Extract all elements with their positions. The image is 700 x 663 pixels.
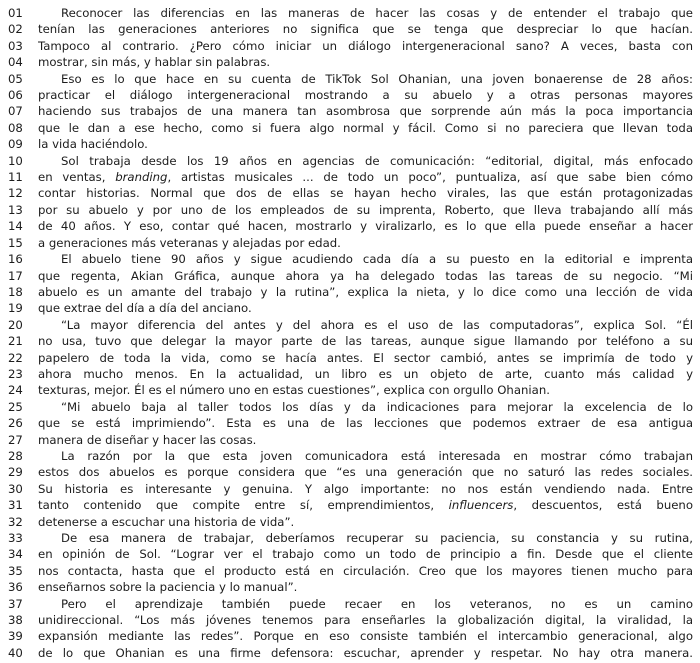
- line-text: [38, 87, 693, 103]
- line-text: [38, 481, 693, 497]
- text-line: [8, 432, 693, 448]
- text-line: [8, 218, 693, 234]
- text-segment: tanto contenido que compite entre sí, emprendimientos,: [38, 498, 449, 513]
- text-segment: la vida haciéndolo.: [38, 137, 148, 152]
- text-line: [8, 169, 693, 185]
- text-line: [8, 54, 693, 70]
- line-text: [38, 268, 693, 284]
- text-segment: “La mayor diferencia del antes y del ahora es el uso de las computadoras”, explica Sol. “Él: [61, 317, 693, 332]
- line-text: [38, 399, 693, 415]
- line-text: [38, 21, 693, 37]
- text-line: [8, 202, 693, 218]
- text-segment: unidireccional. “Los más jóvenes tenemos para enseñarles la globalización digital, la viralidad, la: [38, 613, 693, 628]
- line-text: [38, 54, 693, 70]
- text-line: [8, 136, 693, 152]
- text-segment: de 40 años. Y eso, contar qué hacen, mostrarlo y viralizarlo, es lo que ella puede enseñar a hacer: [38, 219, 693, 234]
- line-number: 07: [8, 104, 23, 119]
- line-number: 19: [8, 301, 23, 316]
- line-number: 22: [8, 350, 23, 365]
- text-line: [8, 612, 693, 628]
- text-line: [8, 514, 693, 530]
- text-line: [8, 21, 693, 37]
- text-segment: nos contacta, hasta que el producto está en circulación. Creo que los mayores tienen mucho para: [38, 563, 693, 578]
- line-number: 17: [8, 268, 23, 283]
- line-number: 18: [8, 284, 23, 299]
- line-number: 11: [8, 170, 23, 185]
- text-segment: no usa, tuvo que delegar la mayor parte de las tareas, aunque sigue llamando por teléfono a su: [38, 334, 693, 349]
- text-segment: por su abuelo y por uno de los empleados de su imprenta, Roberto, que lleva trabajando allí más: [38, 202, 693, 217]
- text-segment: La razón por la que esta joven comunicadora está interesada en mostrar cómo trabajan: [61, 448, 693, 463]
- text-line: [8, 366, 693, 382]
- text-line: [8, 448, 693, 464]
- line-number: 28: [8, 448, 23, 463]
- line-text: [38, 350, 693, 366]
- text-line: [8, 563, 693, 579]
- text-line: [8, 87, 693, 103]
- line-text: [38, 38, 693, 54]
- text-segment: ahora mucho menos. En la actualidad, un libro es un objeto de arte, cuanto más calidad y: [38, 366, 693, 381]
- line-number: 25: [8, 399, 23, 414]
- line-text: [38, 415, 693, 431]
- text-segment: mostrar, sin más, y hablar sin palabras.: [38, 55, 271, 70]
- line-number: 02: [8, 22, 23, 37]
- line-text: [38, 382, 693, 398]
- line-text: [38, 251, 693, 267]
- text-line: [8, 415, 693, 431]
- text-segment: abuelo es un amante del trabajo y la rutina”, explica la nieta, y lo dice como una lección de vida: [38, 284, 693, 299]
- line-text: [38, 235, 693, 251]
- text-segment: , artistas musicales ... de todo un poco”, puntualiza, así que sabe bien cómo: [167, 170, 693, 185]
- line-number: 09: [8, 137, 23, 152]
- text-segment: Pero el aprendizaje también puede recaer en los veteranos, no es un camino: [61, 596, 693, 611]
- text-line: [8, 628, 693, 644]
- line-number: 01: [8, 6, 23, 20]
- text-segment: Sol trabaja desde los 19 años en agencias de comunicación: “editorial, digital, más enfocado: [61, 153, 693, 168]
- line-text: [38, 218, 693, 234]
- line-text: [38, 120, 693, 136]
- text-segment: expansión mediante las redes”. Porque en eso consiste también el intercambio generacional, algo: [38, 629, 693, 644]
- text-segment: De esa manera de trabajar, deberíamos recuperar su paciencia, su constancia y su rutina,: [61, 531, 693, 545]
- text-segment: “Mi abuelo baja al taller todos los días y da indicaciones para mejorar la excelencia de lo: [61, 399, 693, 414]
- line-text: [38, 464, 693, 480]
- text-segment: Tampoco al contrario. ¿Pero cómo iniciar un diálogo intergeneracional sano? A veces, basta con: [38, 38, 693, 53]
- text-line: [8, 350, 693, 366]
- text-line: [8, 103, 693, 119]
- text-segment: manera de diseñar y hacer las cosas.: [38, 432, 257, 447]
- line-number: 39: [8, 629, 23, 644]
- line-number: 26: [8, 416, 23, 431]
- line-number: 34: [8, 547, 23, 562]
- line-number: 14: [8, 219, 23, 234]
- line-number: 37: [8, 596, 23, 611]
- line-number: 13: [8, 202, 23, 217]
- line-number: 21: [8, 334, 23, 349]
- line-text: [38, 284, 693, 300]
- text-segment: detenerse a escuchar una historia de vida”.: [38, 514, 295, 529]
- text-line: [8, 120, 693, 136]
- text-segment: contar historias. Normal que dos de ellas se hayan hecho virales, las que están protagonizadas: [38, 186, 693, 201]
- line-number: 24: [8, 383, 23, 398]
- text-line: [8, 268, 693, 284]
- line-number: 20: [8, 317, 23, 332]
- line-text: [38, 546, 693, 562]
- text-segment: de lo que Ohanian es una firme defensora: escuchar, aprender y respetar. No hay otra manera.: [38, 645, 693, 660]
- text-line: [8, 645, 693, 661]
- text-line: [8, 464, 693, 480]
- line-text: [38, 136, 693, 152]
- text-line: [8, 497, 693, 513]
- line-text: [38, 432, 693, 448]
- text-segment: que le dan a ese hecho, como si fuera algo normal y fácil. Como si no pareciera que llevan toda: [38, 120, 693, 135]
- text-line: [8, 382, 693, 398]
- line-number: 29: [8, 465, 23, 480]
- line-text: [38, 71, 693, 87]
- text-line: [8, 38, 693, 54]
- line-text: [38, 333, 693, 349]
- line-number: 03: [8, 38, 23, 53]
- line-text: [38, 153, 693, 169]
- line-number: 06: [8, 88, 23, 103]
- line-number: 23: [8, 366, 23, 381]
- line-number: 10: [8, 153, 23, 168]
- text-line: [8, 5, 693, 21]
- italic-text-segment: influencers: [448, 498, 514, 513]
- text-segment: en ventas,: [38, 170, 116, 185]
- text-line: [8, 251, 693, 267]
- italic-text-segment: branding: [115, 170, 168, 185]
- text-segment: a generaciones más veteranas y alejadas por edad.: [38, 235, 341, 250]
- text-line: [8, 235, 693, 251]
- line-number: 27: [8, 432, 23, 447]
- line-text: [38, 103, 693, 119]
- text-segment: El abuelo tiene 90 años y sigue acudiendo cada día a su puesto en la editorial e imprenta: [61, 252, 693, 267]
- line-text: [38, 530, 693, 546]
- line-number: 32: [8, 514, 23, 529]
- line-text: [38, 579, 693, 595]
- line-text: [38, 5, 693, 21]
- text-line: [8, 300, 693, 316]
- text-segment: texturas, mejor. Él es el número uno en estas cuestiones”, explica con orgullo Ohanian.: [38, 383, 550, 398]
- text-segment: en opinión de Sol. “Lograr ver el trabajo como un todo de principio a fin. Desde que el cliente: [38, 547, 693, 562]
- line-number: 08: [8, 120, 23, 135]
- line-number: 33: [8, 531, 23, 545]
- text-line: [8, 579, 693, 595]
- line-number: 15: [8, 235, 23, 250]
- text-segment: practicar el diálogo intergeneracional mostrando a su abuelo y a otras personas mayores: [38, 88, 693, 103]
- text-line: [8, 546, 693, 562]
- line-text: [38, 300, 693, 316]
- text-line: [8, 284, 693, 300]
- text-line: [8, 399, 693, 415]
- line-text: [38, 185, 693, 201]
- line-text: [38, 317, 693, 333]
- text-line: [8, 153, 693, 169]
- text-segment: que se está imprimiendo”. Esta es una de las lecciones que podemos extraer de esa antigua: [38, 416, 693, 431]
- line-text: [38, 612, 693, 628]
- line-text: [38, 202, 693, 218]
- line-text: [38, 448, 693, 464]
- text-line: [8, 481, 693, 497]
- line-text: [38, 596, 693, 612]
- line-number: 12: [8, 186, 23, 201]
- line-text: [38, 645, 693, 661]
- text-line: [8, 333, 693, 349]
- text-segment: tenían las generaciones anteriores no significa que se tenga que despreciar lo que hacían.: [38, 22, 693, 37]
- text-segment: Reconocer las diferencias en las maneras de hacer las cosas y de entender el trabajo que: [61, 6, 693, 20]
- text-segment: haciendo sus trabajos de una manera tan asombrosa que sorprende aún más la poca importancia: [38, 104, 693, 119]
- text-line: [8, 71, 693, 87]
- text-segment: , descuentos, está bueno: [513, 498, 693, 513]
- line-text: [38, 514, 693, 530]
- line-text: [38, 366, 693, 382]
- line-number: 38: [8, 613, 23, 628]
- text-segment: estos dos abuelos es porque considera que “es una generación que no saturó las redes sociales.: [38, 465, 693, 480]
- line-number: 16: [8, 252, 23, 267]
- text-line: [8, 317, 693, 333]
- text-segment: que regenta, Akian Gráfica, aunque ahora ya ha delegado todas las tareas de su negocio. “Mi: [38, 268, 693, 283]
- line-number: 35: [8, 563, 23, 578]
- text-segment: que extrae del día a día del anciano.: [38, 301, 252, 316]
- line-text: [38, 628, 693, 644]
- line-text: [38, 497, 693, 513]
- line-text: [38, 563, 693, 579]
- line-number: 30: [8, 481, 23, 496]
- text-segment: Su historia es interesante y genuina. Y algo importante: no nos están vendiendo nada. Entre: [38, 481, 693, 496]
- line-number: 40: [8, 645, 23, 660]
- line-number: 36: [8, 580, 23, 595]
- text-segment: papelero de toda la vida, como se hacía antes. El sector cambió, antes se imprimía de todo y: [38, 350, 693, 365]
- text-segment: enseñarnos sobre la paciencia y lo manual”.: [38, 580, 298, 595]
- text-line: [8, 185, 693, 201]
- line-number: 31: [8, 498, 23, 513]
- line-text: [38, 169, 693, 185]
- text-line: [8, 530, 693, 546]
- line-number: 04: [8, 55, 23, 70]
- text-line: [8, 596, 693, 612]
- line-number: 05: [8, 71, 23, 86]
- text-segment: Eso es lo que hace en su cuenta de TikTok Sol Ohanian, una joven bonaerense de 28 años:: [61, 71, 693, 86]
